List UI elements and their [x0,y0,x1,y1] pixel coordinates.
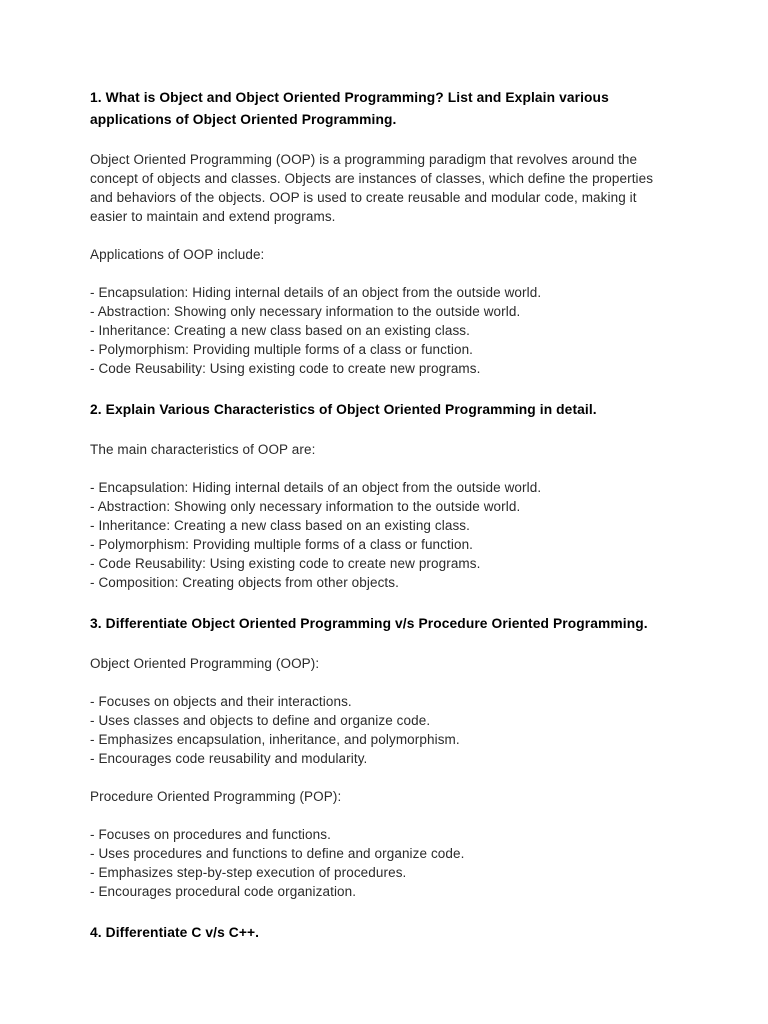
list-item: - Emphasizes step-by-step execution of procedures. [90,865,407,880]
list-item: - Uses procedures and functions to define and organize code. [90,846,465,861]
list-item: - Emphasizes encapsulation, inheritance, and polymorphism. [90,732,460,747]
list-item: - Polymorphism: Providing multiple forms of a class or function. [90,342,474,357]
paragraph: Object Oriented Programming (OOP): [90,656,320,671]
list-item: - Polymorphism: Providing multiple forms of a class or function. [90,537,474,552]
paragraph: Object Oriented Programming (OOP) is a programming paradigm that revolves around the concept of objects and classes. Objects are instances of classes, which define the properties and behaviors of the objects. OOP is used to create reusable and modular code, making it easier to maintain and extend programs. [90,152,654,224]
list-item: - Code Reusability: Using existing code to create new programs. [90,361,481,376]
list-item: - Encourages procedural code organization. [90,884,357,899]
list-item: - Encourages code reusability and modularity. [90,751,368,766]
question-heading: 3. Differentiate Object Oriented Programming v/s Procedure Oriented Programming. [90,616,648,631]
list-item: - Encapsulation: Hiding internal details of an object from the outside world. [90,480,542,495]
paragraph: Procedure Oriented Programming (POP): [90,789,342,804]
list-item: - Abstraction: Showing only necessary information to the outside world. [90,304,521,319]
list-item: - Inheritance: Creating a new class based on an existing class. [90,518,471,533]
question-heading: 4. Differentiate C v/s C++. [90,925,260,940]
list-item: - Abstraction: Showing only necessary information to the outside world. [90,499,521,514]
list-item: - Focuses on procedures and functions. [90,827,331,842]
paragraph: The main characteristics of OOP are: [90,442,316,457]
list-item: - Composition: Creating objects from other objects. [90,575,399,590]
paragraph: Applications of OOP include: [90,247,265,262]
list-item: - Inheritance: Creating a new class based on an existing class. [90,323,471,338]
list-item: - Focuses on objects and their interactions. [90,694,352,709]
question-heading: 2. Explain Various Characteristics of Object Oriented Programming in detail. [90,402,597,417]
list-item: - Uses classes and objects to define and organize code. [90,713,431,728]
question-heading: 1. What is Object and Object Oriented Programming? List and Explain various applications of Object Oriented Programming. [90,90,609,127]
list-item: - Encapsulation: Hiding internal details of an object from the outside world. [90,285,542,300]
list-item: - Code Reusability: Using existing code to create new programs. [90,556,481,571]
document-body [90,87,668,944]
